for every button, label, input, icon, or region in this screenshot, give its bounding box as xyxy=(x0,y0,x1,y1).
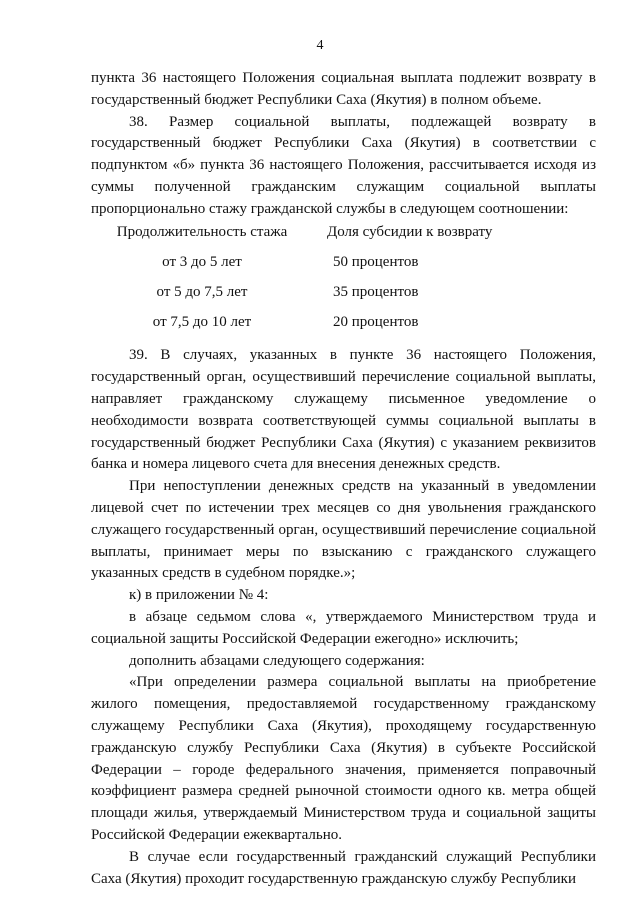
paragraph-clause-39: 39. В случаях, указанных в пункте 36 настоящего Положения, государственный орган, осуществивший перечисление социальной выплаты, направляет гражданскому служащему письменное уведомление о необходимости возврата соответствующей суммы социальной выплаты в государственный бюджет Республики Саха (Якутия) с указанием реквизитов банка и номера лицевого счета для внесения денежных средств. xyxy=(91,347,596,473)
table-row xyxy=(91,282,596,312)
paragraph-seventh-abzac: в абзаце седьмом слова «, утверждаемого Министерством труда и социальной защиты Российской Федерации ежегодно» исключить; xyxy=(91,608,596,647)
paragraph-correction-coefficient: «При определении размера социальной выплаты на приобретение жилого помещения, предоставляемой государственному гражданскому служащему Республики Саха (Якутия), проходящему государственную гражданскую службу Республики Саха (Якутия) в субъекте Российской Федерации – городе федерального значения, применяется поправочный коэффициент размера средней рыночной стоимости одного кв. метра общей площади жилья, утверждаемый Министерством труда и социальной защиты Российской Федерации ежеквартально. xyxy=(91,674,596,843)
paragraph-add-abzacs: дополнить абзацами следующего содержания: xyxy=(129,652,425,669)
table-cell-share: 35 процентов xyxy=(333,284,419,301)
table-row xyxy=(91,243,596,282)
paragraph-non-receipt: При непоступлении денежных средств на указанный в уведомлении лицевой счет по истечении трех месяцев со дня увольнения гражданского служащего государственный орган, осуществивший перечисление социальной выплаты, принимает меры по взысканию с гражданского служащего указанных средств в судебном порядке.»; xyxy=(91,478,596,582)
refund-ratio-table xyxy=(91,222,596,343)
paragraph-in-case: В случае если государственный гражданский служащий Республики Саха (Якутия) проходит государственную гражданскую службу Республики xyxy=(91,848,596,887)
header-refund-share: Доля субсидии к возврату xyxy=(327,223,493,240)
document-body xyxy=(91,68,596,890)
page-number: 4 xyxy=(316,38,324,53)
header-service-length: Продолжительность стажа xyxy=(116,223,288,240)
paragraph-subitem-k: к) в приложении № 4: xyxy=(129,587,269,604)
table-cell-share: 20 процентов xyxy=(333,314,419,331)
table-cell-share: 50 процентов xyxy=(333,254,419,271)
table-cell-period: от 3 до 5 лет xyxy=(162,254,242,271)
table-row xyxy=(91,312,596,342)
table-header-row xyxy=(91,222,596,244)
table-cell-period: от 7,5 до 10 лет xyxy=(152,314,252,331)
paragraph-clause-38: 38. Размер социальной выплаты, подлежащей возврату в государственный бюджет Республики Саха (Якутия) в соответствии с подпунктом «б» пункта 36 настоящего Положения, рассчитывается исходя из суммы полученной гражданским служащим социальной выплаты пропорционально стажу гражданской службы в следующем соотношении: xyxy=(91,113,596,217)
table-cell-period: от 5 до 7,5 лет xyxy=(156,284,248,301)
paragraph-continuation: пункта 36 настоящего Положения социальная выплата подлежит возврату в государственный бюджет Республики Саха (Якутия) в полном объеме. xyxy=(91,70,596,108)
